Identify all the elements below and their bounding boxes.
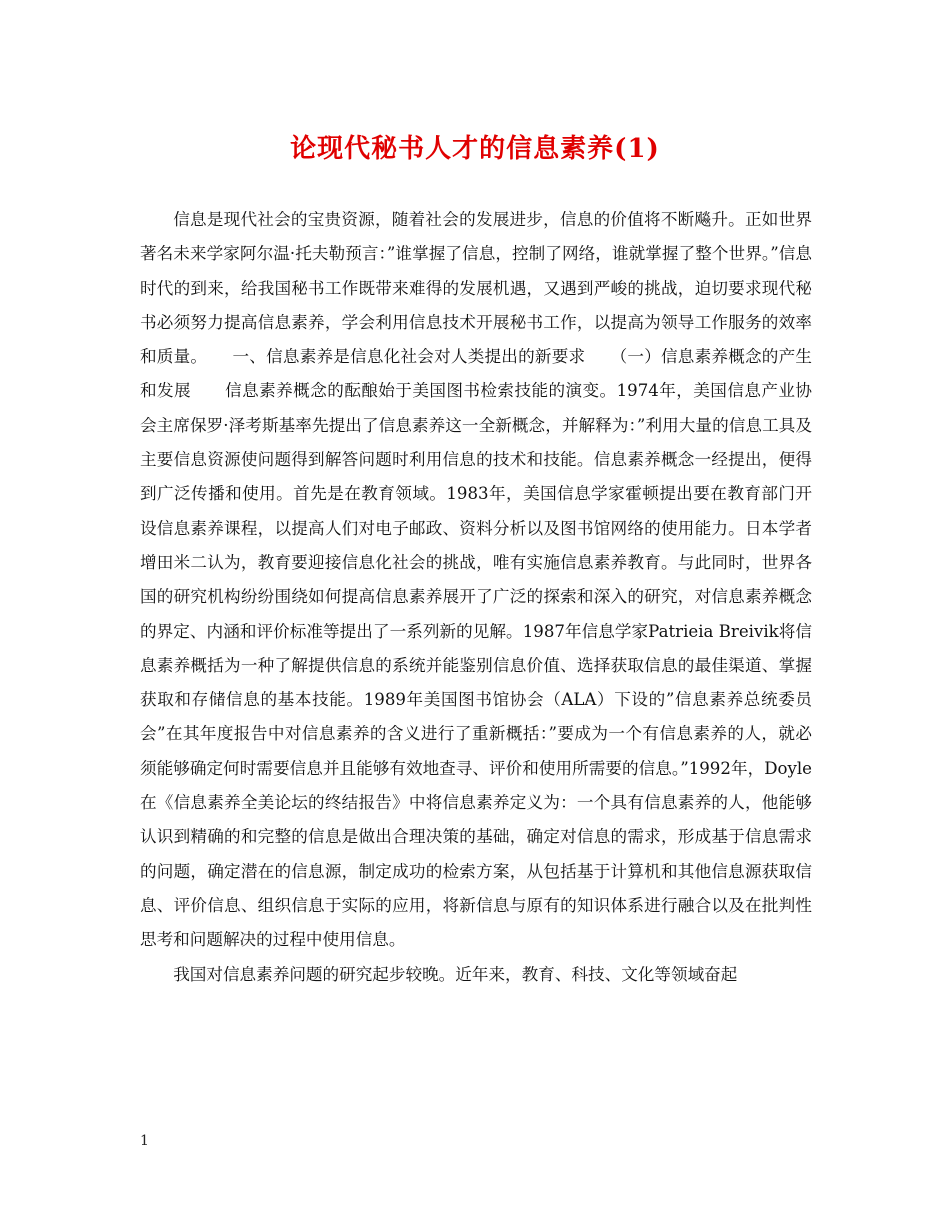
body-paragraph-2: 我国对信息素养问题的研究起步较晚。近年来，教育、科技、文化等领域奋起 bbox=[173, 964, 738, 984]
document-title: 论现代秘书人才的信息素养(1) bbox=[290, 134, 660, 164]
body-paragraph-1: 信息是现代社会的宝贵资源，随着社会的发展进步，信息的价值将不断飚升。正如世界著名未来学家阿尔温·托夫勒预言：”谁掌握了信息，控制了网络，谁就掌握了整个世界。”信息时代的到来，给我国秘书工作既带来难得的发展机遇，又遇到严峻的挑战，迫切要求现代秘书必须努力提高信息素养，学会利用信息技术开展秘书工作，以提高为领导工作服务的效率和质量。 一、信息素养是信息化社会对人类提出的新要求 （一）信息素养概念的产生和发展 信息素养概念的酝酿始于美国图书检索技能的演变。1974年，美国信息产业协会主席保罗·泽考斯基率先提出了信息素养这一全新概念，并解释为：”利用大量的信息工具及主要信息资源使问题得到解答问题时利用信息的技术和技能。信息素养概念一经提出，便得到广泛传播和使用。首先是在教育领域。1983年，美国信息学家霍顿提出要在教育部门开设信息素养课程，以提高人们对电子邮政、资料分析以及图书馆网络的使用能力。日本学者增田米二认为，教育要迎接信息化社会的挑战，唯有实施信息素养教育。与此同时，世界各国的研究机构纷纷围绕如何提高信息素养展开了广泛的探索和深入的研究，对信息素养概念的界定、内涵和评价标准等提出了一系列新的见解。1987年信息学家Patrieia Breivik将信息素养概括为一种了解提供信息的系统并能鉴别信息价值、选择获取信息的最佳渠道、掌握获取和存储信息的基本技能。1989年美国图书馆协会（ALA）下设的”信息素养总统委员会”在其年度报告中对信息素养的含义进行了重新概括：”要成为一个有信息素养的人，就必须能够确定何时需要信息并且能够有效地查寻、评价和使用所需要的信息。”1992年，Doyle在《信息素养全美论坛的终结报告》中将信息素养定义为：一个具有信息素养的人，他能够认识到精确的和完整的信息是做出合理决策的基础，确定对信息的需求，形成基于信息需求的问题，确定潜在的信息源，制定成功的检索方案，从包括基于计算机和其他信息源获取信息、评价信息、组织信息于实际的应用，将新信息与原有的知识体系进行融合以及在批判性思考和问题解决的过程中使用信息。 bbox=[140, 210, 812, 950]
page-number: 1 bbox=[140, 1133, 149, 1149]
document-body bbox=[140, 203, 812, 992]
